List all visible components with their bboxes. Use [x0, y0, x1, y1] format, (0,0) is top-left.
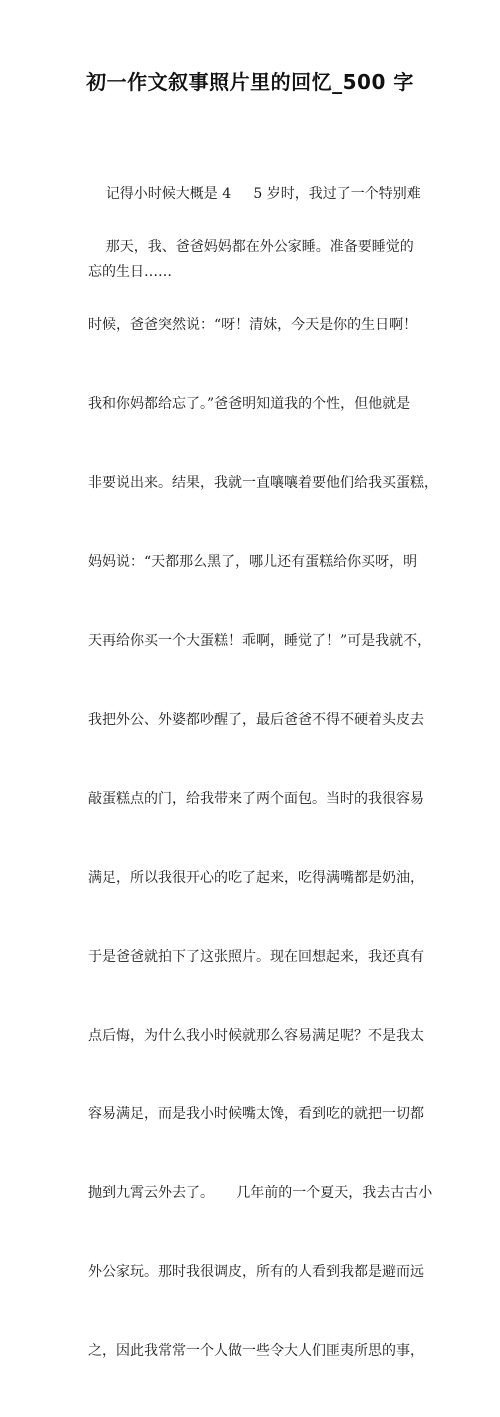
text-line: 容易满足，而是我小时候嘴太馋，看到吃的就把一切都 — [88, 1106, 424, 1123]
text-line: 之，因此我常常一个人做一些令大人们匪夷所思的事， — [88, 1343, 424, 1360]
text-line: 时候，爸爸突然说：“呀！清妹，今天是你的生日啊！ — [88, 317, 418, 334]
text-line: 点后悔，为什么我小时候就那么容易满足呢？不是我太 — [88, 1027, 424, 1044]
text-line: 满足，所以我很开心的吃了起来，吃得满嘴都是奶油， — [88, 869, 424, 886]
text-line: 我把外公、外婆都吵醒了，最后爸爸不得不硬着头皮去 — [88, 711, 424, 728]
text-line: 抛到九霄云外去了。 几年前的一个夏天，我去古古小 — [88, 1185, 433, 1202]
text-line: 外公家玩。那时我很调皮，所有的人看到我都是避而远 — [88, 1264, 424, 1281]
text-line: 忘的生日…… — [88, 264, 172, 281]
text-line: 我和你妈都给忘了。”爸爸明知道我的个性，但他就是 — [88, 396, 411, 413]
text-line: 那天，我、爸爸妈妈都在外公家睡。准备要睡觉的 — [88, 238, 414, 255]
page-title: 初一作文叙事照片里的回忆_500 字 — [86, 70, 414, 94]
text-line: 于是爸爸就拍下了这张照片。现在回想起来，我还真有 — [88, 948, 424, 965]
text-line: 妈妈说：“天都那么黑了，哪儿还有蛋糕给你买呀，明 — [88, 554, 418, 571]
paragraph-2 — [88, 181, 438, 1417]
text-line: 非要说出来。结果，我就一直嚷嚷着要他们给我买蛋糕， — [88, 475, 438, 492]
text-line: 敲蛋糕点的门，给我带来了两个面包。当时的我很容易 — [88, 790, 424, 807]
text-line: 记得小时候大概是 4 5 岁时，我过了一个特别难 — [88, 185, 421, 202]
text-line: 天再给你买一个大蛋糕！乖啊，睡觉了！”可是我就不， — [88, 633, 432, 650]
